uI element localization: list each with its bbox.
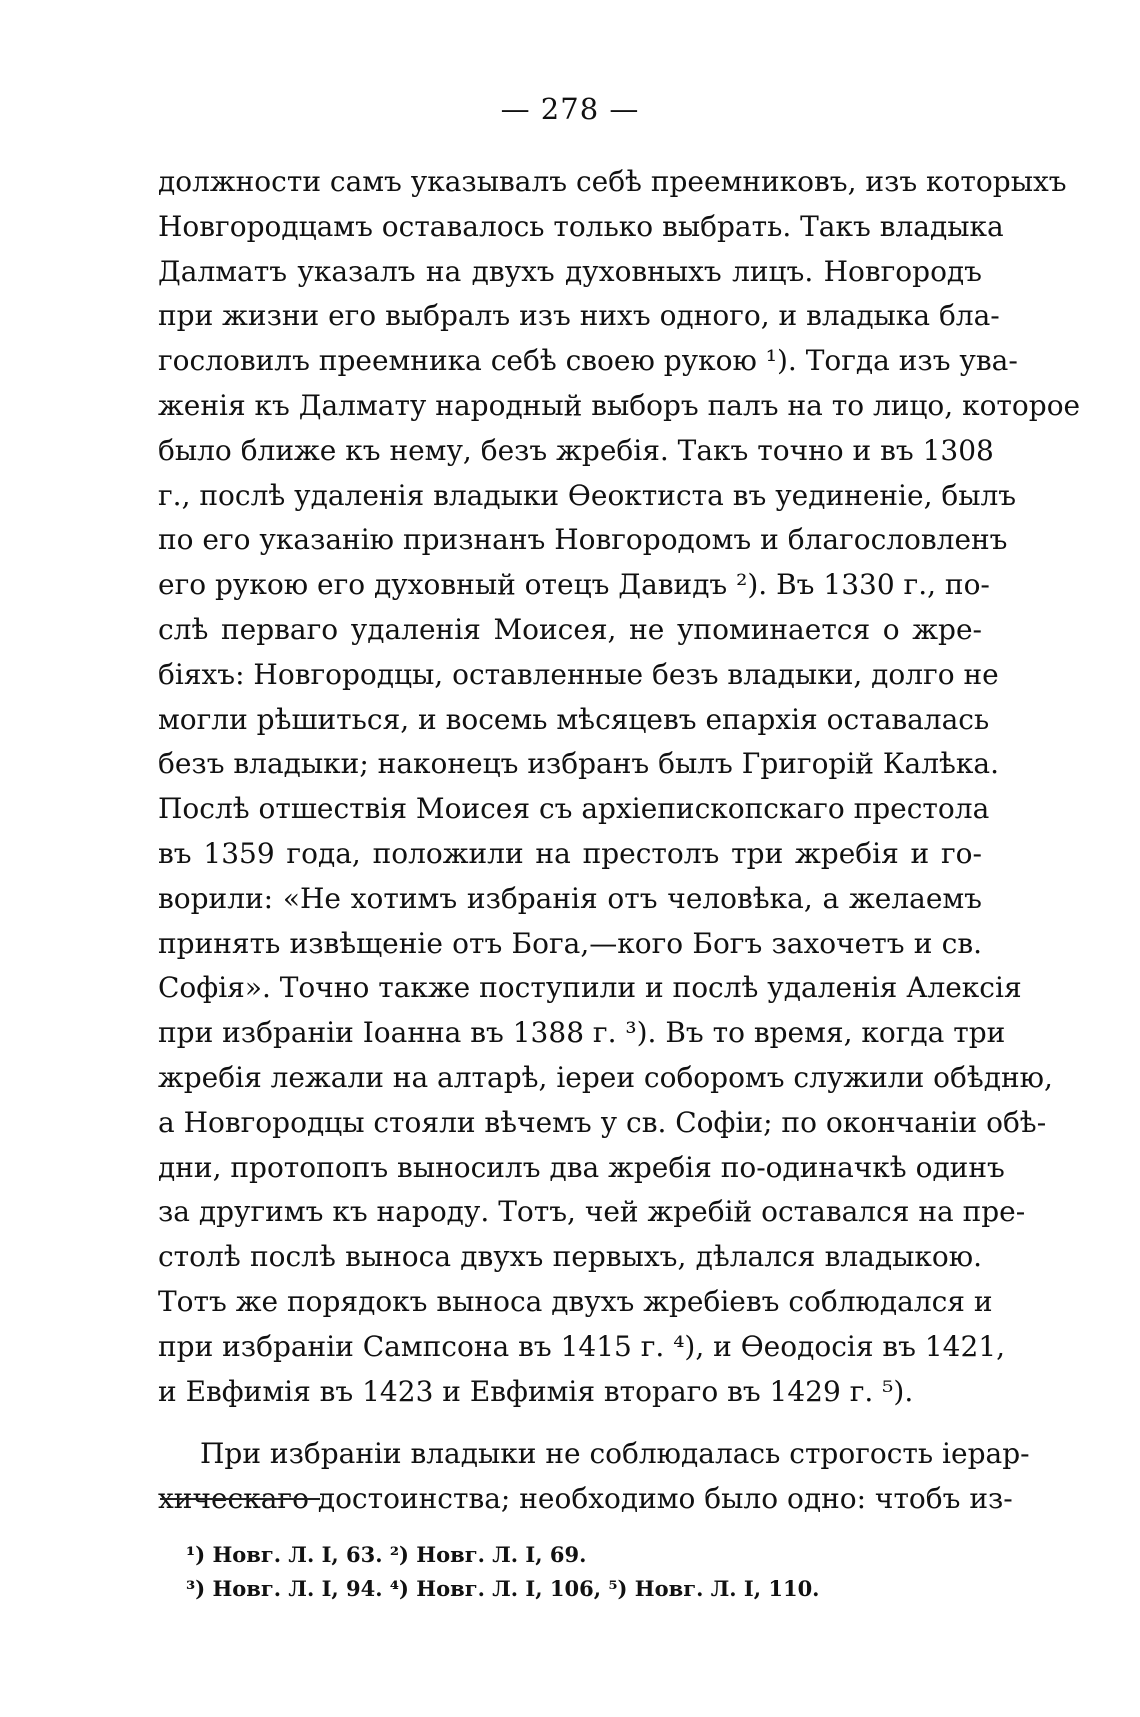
- text-line: должности самъ указывалъ себѣ преемниковъ, изъ которыхъ: [158, 165, 1067, 198]
- text-line: хическаго достоинства; необходимо было одно: чтобъ из-: [158, 1482, 1013, 1516]
- text-line: а Новгородцы стояли вѣчемъ у св. Софіи; по окончаніи обѣ-: [158, 1105, 1047, 1139]
- paragraph-gap: [158, 1414, 982, 1432]
- paragraph: [158, 1432, 1030, 1522]
- text-line: въ 1359 года, положили на престолъ три жребія и го-: [158, 836, 982, 870]
- text-line: женія къ Далмату народный выборъ палъ на то лицо, которое: [158, 388, 1081, 422]
- text-line: Новгородцамъ оставалось только выбрать. Такъ владыка: [158, 209, 1004, 243]
- text-line: жребія лежали на алтарѣ, іереи соборомъ служили обѣдню,: [158, 1060, 1053, 1094]
- text-line: при жизни его выбралъ изъ нихъ одного, и владыка бла-: [158, 299, 1000, 333]
- text-line: слѣ перваго удаленія Моисея, не упоминается о жре-: [158, 612, 982, 646]
- text-line: принять извѣщеніе отъ Бога,—кого Богъ захочетъ и св.: [158, 926, 982, 960]
- footnote-line: ¹) Новг. Л. I, 63. ²) Новг. Л. I, 69.: [186, 1542, 587, 1567]
- text-line: ворили: «Не хотимъ избранія отъ человѣка, а желаемъ: [158, 881, 982, 915]
- text-line: и Евфимія въ 1423 и Евфимія втораго въ 1429 г. ⁵).: [158, 1374, 914, 1408]
- text-line: Далматъ указалъ на двухъ духовныхъ лицъ. Новгородъ: [158, 254, 982, 288]
- main-text: [158, 160, 1081, 1522]
- text-line: біяхъ: Новгородцы, оставленные безъ владыки, долго не: [158, 657, 999, 691]
- text-line: При избраніи владыки не соблюдалась строгость іерар-: [200, 1437, 1030, 1471]
- text-line: могли рѣшиться, и восемь мѣсяцевъ епархія оставалась: [158, 702, 990, 736]
- text-line: гословилъ преемника себѣ своею рукою ¹). Тогда изъ ува-: [158, 344, 1018, 378]
- text-line: г., послѣ удаленія владыки Ѳеоктиста въ уединеніе, былъ: [158, 478, 1017, 512]
- text-line: дни, протопопъ выносилъ два жребія по-одиначкѣ одинъ: [158, 1150, 1005, 1184]
- paragraph: [158, 160, 1081, 1414]
- text-line: было ближе къ нему, безъ жребія. Такъ точно и въ 1308: [158, 433, 994, 467]
- page-number: — 278 —: [500, 92, 640, 126]
- text-line: Тотъ же порядокъ выноса двухъ жребіевъ соблюдался и: [158, 1284, 993, 1318]
- footnote-separator: [160, 1498, 320, 1500]
- footnotes: [186, 1538, 946, 1606]
- text-line: столѣ послѣ выноса двухъ первыхъ, дѣлался владыкою.: [158, 1240, 982, 1274]
- text-line: безъ владыки; наконецъ избранъ былъ Григорій Калѣка.: [158, 747, 999, 781]
- text-line: при избраніи Іоанна въ 1388 г. ³). Въ то время, когда три: [158, 1016, 1006, 1050]
- footnote-line: ³) Новг. Л. I, 94. ⁴) Новг. Л. I, 106, ⁵) Новг. Л. I, 110.: [186, 1576, 820, 1601]
- text-line: при избраніи Сампсона въ 1415 г. ⁴), и Ѳеодосія въ 1421,: [158, 1329, 1006, 1363]
- text-line: по его указанію признанъ Новгородомъ и благословленъ: [158, 523, 1008, 557]
- text-line: Софія». Точно также поступили и послѣ удаленія Алексія: [158, 971, 1022, 1005]
- text-line: Послѣ отшествія Моисея съ архіепископскаго престола: [158, 792, 990, 826]
- text-line: его рукою его духовный отецъ Давидъ ²). Въ 1330 г., по-: [158, 568, 990, 602]
- text-line: за другимъ къ народу. Тотъ, чей жребій оставался на пре-: [158, 1195, 1026, 1229]
